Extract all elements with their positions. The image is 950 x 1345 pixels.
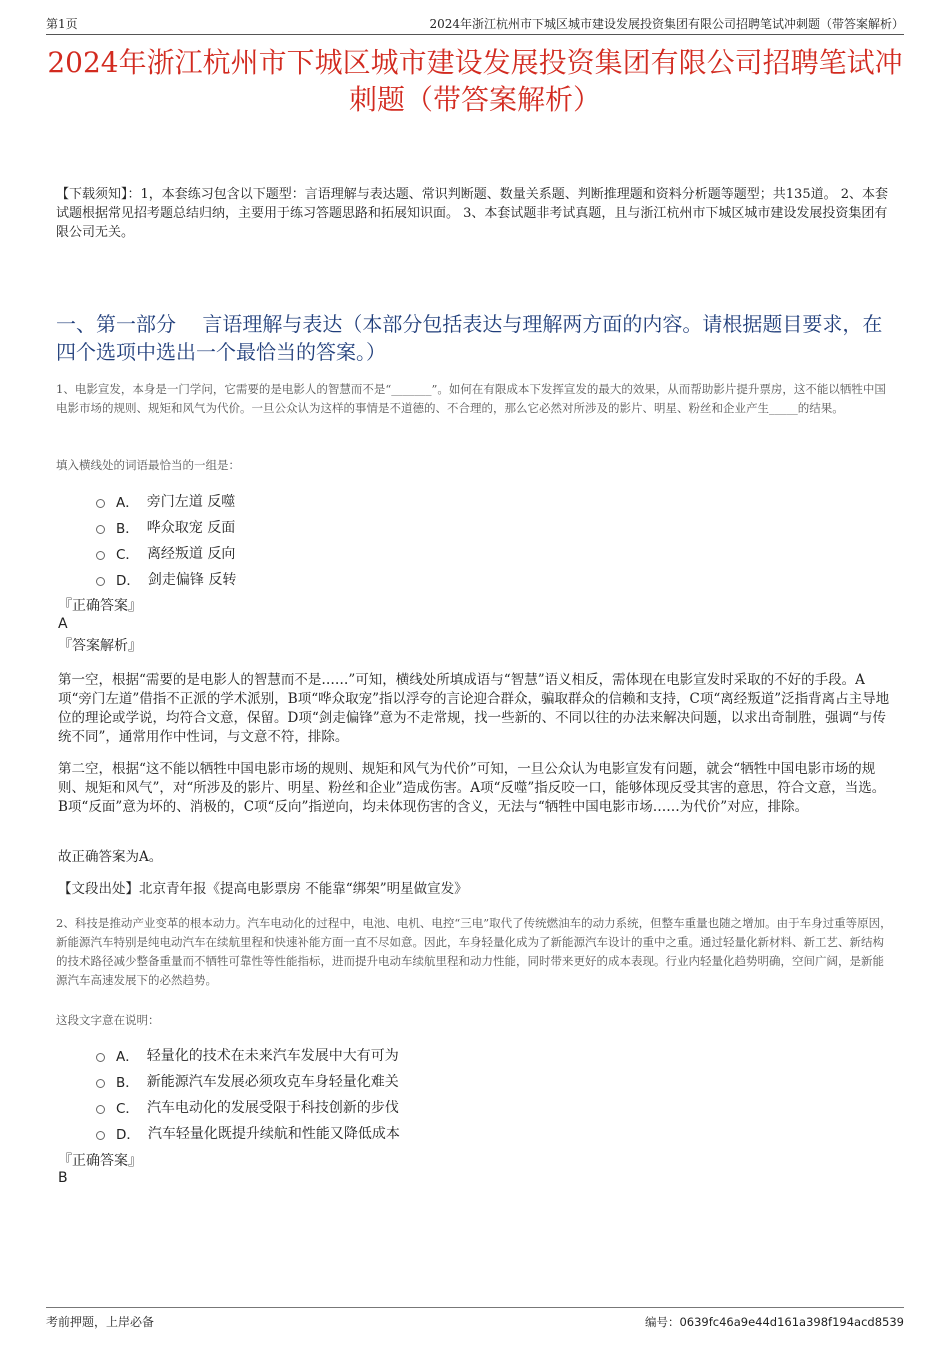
source-citation: 【文段出处】北京青年报《提高电影票房 不能靠“绑架”明星做宣发》: [58, 881, 468, 897]
option-text: 剑走偏锋 反转: [147, 572, 237, 588]
option-text: 汽车轻量化既提升续航和性能又降低成本: [147, 1126, 400, 1142]
radio-button[interactable]: [96, 1053, 105, 1062]
analysis-label: 『答案解析』: [58, 638, 142, 654]
page-number: 第1页: [46, 17, 78, 31]
analysis-paragraph-2: 第二空，根据“这不能以牺牲中国电影市场的规则、规矩和风气为代价”可知，一旦公众认为电影宣发有问题，就会“牺牲中国电影市场的规则、规矩和风气”，对“所涉及的影片、明星、粉丝和企业”造成伤害。A项“反噬”指反咬一口，能够体现反受其害的意思，符合文意，当选。B项“反面”意为坏的、消极的，C项“反向”指逆向，均未体现伤害的含义，无法与“牺牲中国电影市场……为代价”对应，排除。: [58, 761, 886, 815]
question-1-stem: 1、电影宣发，本身是一门学问，它需要的是电影人的智慧而不是“_______”。如何在有限成本下发挥宣发的最大的效果，从而帮助影片提升票房，这不能以牺牲中国电影市场的规则、规矩和风气为代价。一旦公众认为这样的事情是不道德的、不合理的，那么它必然对所涉及的影片、明星、粉丝和企业产生_____的结果。: [56, 382, 886, 415]
option-a[interactable]: [96, 488, 236, 514]
option-text: 轻量化的技术在未来汽车发展中大有可为: [146, 1048, 399, 1064]
correct-answer-label: 『正确答案』: [58, 1153, 142, 1169]
correct-answer-label: 『正确答案』: [58, 598, 142, 614]
question-1-prompt: 填入横线处的词语最恰当的一组是：: [56, 458, 240, 472]
running-footer: [46, 1307, 904, 1330]
option-text: 离经叛道 反向: [146, 546, 236, 562]
download-notice: 【下载须知】：1，本套练习包含以下题型：言语理解与表达题、常识判断题、数量关系题、判断推理题和资料分析题等题型；共135道。 2、本套试题根据常见招考题总结归纳，主要用于练习答题思路和拓展知识面。 3、本套试题非考试真题，且与浙江杭州市下城区城市建设发展投资集团有限公司无关。: [56, 187, 888, 240]
option-letter: B．: [116, 1075, 139, 1091]
option-text: 哗众取宠 反面: [146, 520, 236, 536]
option-a[interactable]: [96, 1042, 400, 1068]
option-text: 新能源汽车发展必须攻克车身轻量化难关: [146, 1074, 399, 1090]
analysis-paragraph-1: 第一空，根据“需要的是电影人的智慧而不是……”可知，横线处所填成语与“智慧”语义相反，需体现在电影宣发时采取的不好的手段。A项“旁门左道”借指不正派的学术派别，B项“哗众取宠”指以浮夸的言论迎合群众，骗取群众的信赖和支持，C项“离经叛道”泛指背离占主导地位的理论或学说，均符合文意，保留。D项“剑走偏锋”意为不走常规，找一些新的、不同以往的办法来解决问题，以求出奇制胜，强调“与传统不同”，通常用作中性词，与文意不符，排除。: [58, 672, 890, 745]
option-letter: C．: [116, 1101, 139, 1117]
option-text: 旁门左道 反噬: [146, 494, 236, 510]
radio-button[interactable]: [96, 577, 105, 586]
option-text: 汽车电动化的发展受限于科技创新的步伐: [146, 1100, 399, 1116]
section-heading: 一、第一部分 言语理解与表达（本部分包括表达与理解两方面的内容。请根据题目要求，在四个选项中选出一个最恰当的答案。）: [56, 312, 883, 364]
option-b[interactable]: [96, 1068, 400, 1094]
option-letter: C．: [116, 547, 139, 563]
document-title: 2024年浙江杭州市下城区城市建设发展投资集团有限公司招聘笔试冲刺题（带答案解析）: [47, 46, 903, 116]
running-title: 2024年浙江杭州市下城区城市建设发展投资集团有限公司招聘笔试冲刺题（带答案解析）: [429, 17, 904, 31]
running-header: [46, 12, 904, 35]
footer-slogan: 考前押题，上岸必备: [46, 1315, 155, 1329]
document-serial-number: 编号：0639fc46a9e44d161a398f194acd8539: [644, 1315, 904, 1329]
option-letter: B．: [116, 521, 139, 537]
radio-button[interactable]: [96, 551, 105, 560]
option-d[interactable]: [96, 1120, 400, 1146]
question-2-prompt: 这段文字意在说明：: [56, 1013, 160, 1027]
radio-button[interactable]: [96, 1131, 105, 1140]
question-2-stem: 2、科技是推动产业变革的根本动力。汽车电动化的过程中，电池、电机、电控“三电”取代了传统燃油车的动力系统，但整车重量也随之增加。由于车身过重等原因，新能源汽车特别是纯电动汽车在续航里程和快速补能方面一直不尽如意。因此，车身轻量化成为了新能源汽车设计的重中之重。通过轻量化新材料、新工艺、新结构的技术路径减少整备重量而不牺牲可靠性等性能指标，进而提升电动车续航里程和动力性能，同时带来更好的成本表现。行业内轻量化趋势明确，空间广阔，是新能源汽车高速发展下的必然趋势。: [56, 916, 892, 987]
question-2-options: [96, 1042, 400, 1146]
option-c[interactable]: [96, 1094, 400, 1120]
radio-button[interactable]: [96, 499, 105, 508]
option-letter: D．: [116, 1127, 140, 1143]
correct-answer-value: A: [58, 616, 68, 632]
radio-button[interactable]: [96, 1105, 105, 1114]
radio-button[interactable]: [96, 525, 105, 534]
option-d[interactable]: [96, 566, 236, 592]
radio-button[interactable]: [96, 1079, 105, 1088]
analysis-conclusion: 故正确答案为A。: [58, 849, 163, 865]
option-c[interactable]: [96, 540, 236, 566]
correct-answer-value: B: [58, 1170, 68, 1186]
option-b[interactable]: [96, 514, 236, 540]
option-letter: A．: [116, 495, 139, 511]
option-letter: D．: [116, 573, 140, 589]
question-1-options: [96, 488, 236, 592]
option-letter: A．: [116, 1049, 139, 1065]
